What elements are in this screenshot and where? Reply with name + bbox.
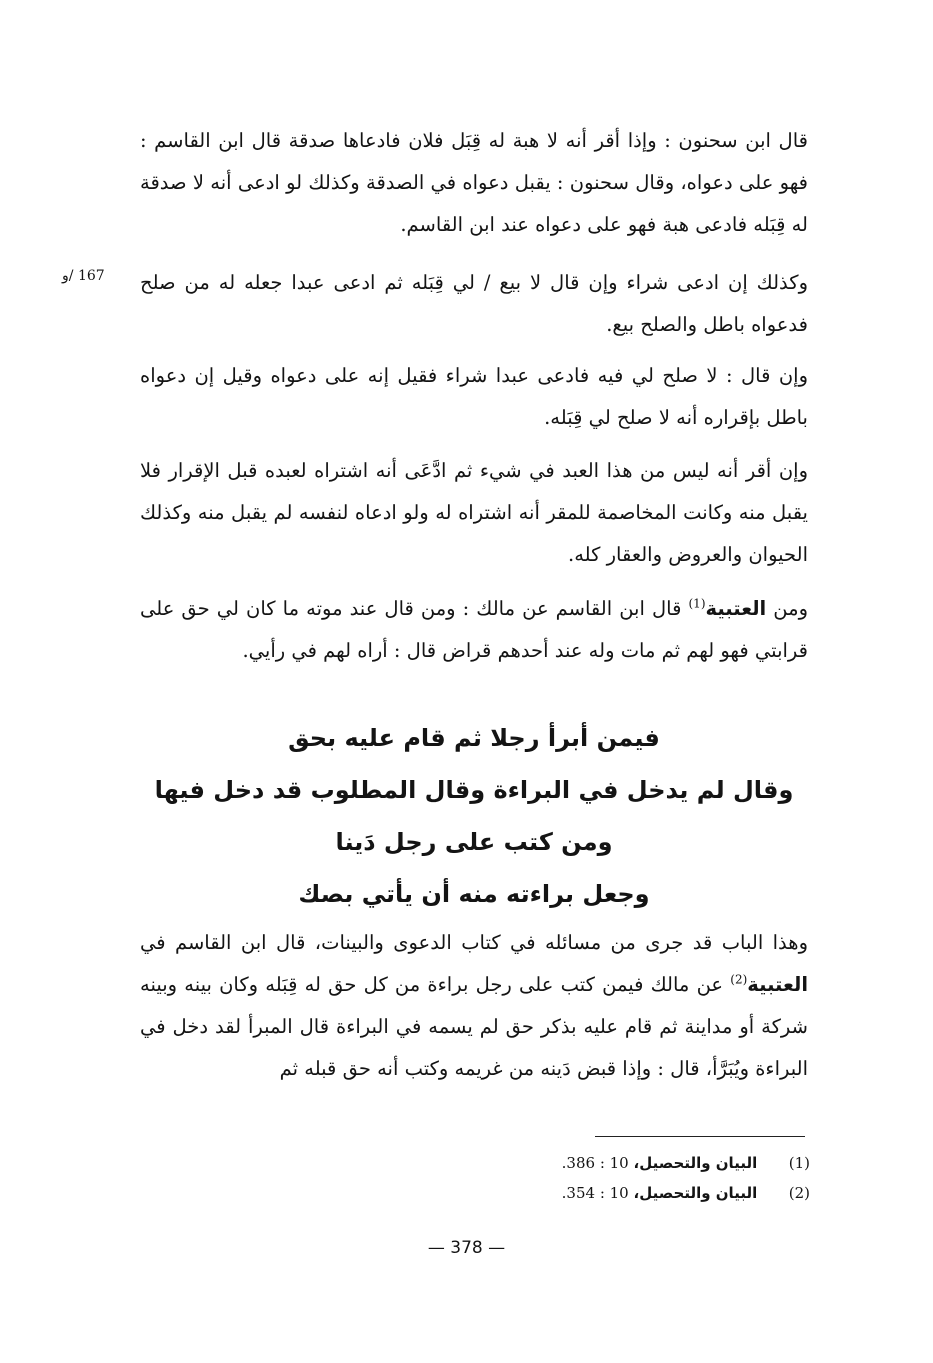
paragraph-5-prefix: ومن — [773, 597, 809, 620]
term-utbiyya-1: العتبية — [705, 597, 767, 620]
paragraph-6 — [140, 922, 808, 1090]
paragraph-3: وإن قال : لا صلح لي فيه فادعى عبدا شراء فقيل إنه على دعواه وقيل إن دعواه باطل بإقراره أنه لا صلح لي قِبَله. — [140, 364, 808, 429]
paragraph-5-text: قال ابن القاسم عن مالك : ومن قال عند موته ما كان لي حق على قرابتي فهو لهم ثم مات وله عند أحدهم قراض قال : أراه لهم في رأيي. — [140, 597, 808, 662]
term-utbiyya-2: العتبية — [747, 973, 808, 996]
heading-line-4: وجعل براءته منه أن يأتي بصك — [298, 880, 650, 908]
footnote-divider — [595, 1136, 805, 1137]
paragraph-4: وإن أقر أنه ليس من هذا العبد في شيء ثم ادَّعَى أنه اشتراه لعبده قبل الإقرار فلا يقبل منه وكانت المخاصمة للمقر أنه اشتراه له ولو ادعاه لنفسه لم يقبل منه وكذلك الحيوان والعروض والعقار كله. — [140, 459, 808, 566]
footnote-1-ref: 10 : 386. — [561, 1154, 629, 1172]
section-heading — [140, 712, 808, 920]
footnote-1-number: (1) — [788, 1154, 810, 1172]
heading-line-3: ومن كتب على رجل دَينا — [335, 828, 613, 856]
footnote-1 — [520, 1152, 810, 1174]
footnote-ref-1: (1) — [688, 596, 706, 611]
paragraph-2: وكذلك إن ادعى شراء وإن قال لا بيع / لي قِبَله ثم ادعى عبدا جعله له من صلح فدعواه باطل والصلح بيع. — [140, 271, 808, 336]
heading-line-1: فيمن أبرأ رجلا ثم قام عليه بحق — [288, 724, 660, 752]
paragraph-1: قال ابن سحنون : وإذا أقر أنه لا هبة له قِبَل فلان فادعاها صدقة قال ابن القاسم : فهو على دعواه، وقال سحنون : يقبل دعواه في الصدقة وكذلك لو ادعى أنه لا صدقة له قِبَله فادعى هبة فهو على دعواه عند ابن القاسم. — [140, 129, 808, 236]
paragraph-6-text-a: وهذا الباب قد جرى من مسائله في كتاب الدعوى والبينات، قال ابن القاسم في — [140, 931, 808, 954]
footnote-2-number: (2) — [788, 1184, 810, 1202]
heading-line-2: وقال لم يدخل في البراءة وقال المطلوب قد دخل فيها — [154, 776, 794, 804]
folio-margin-note: 167 /و — [62, 268, 105, 284]
footnote-2-ref: 10 : 354. — [561, 1184, 629, 1202]
footnote-1-source: البيان والتحصيل، — [633, 1154, 758, 1172]
footnote-2 — [520, 1182, 810, 1204]
paragraph-5 — [140, 588, 808, 672]
footnote-2-source: البيان والتحصيل، — [633, 1184, 758, 1202]
paragraph-6-text-b: عن مالك فيمن كتب على رجل براءة من كل حق له قِبَله وكان بينه وبينه شركة أو مداينة ثم قام عليه بذكر حق لم يسمه في البراءة قال المبرأ لقد دخل في البراءة ويُبَرَّأ، قال : وإذا قبض دَينه من غريمه وكتب أنه حق قبله ثم — [140, 973, 808, 1080]
page-number: — 378 — — [427, 1238, 506, 1258]
footnote-ref-2: (2) — [730, 972, 748, 987]
